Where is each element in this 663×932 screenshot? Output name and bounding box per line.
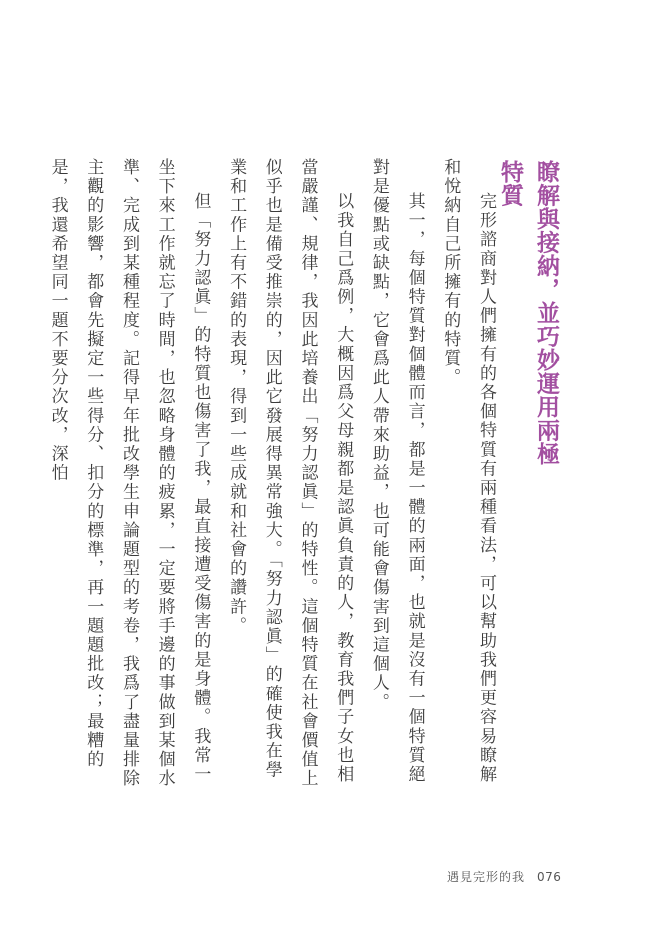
paragraph-1: 完形諮商對人們擁有的各個特質有兩種看法，可以幫助我們更容易瞭解和悅納自己所擁有的特質。	[440, 158, 496, 785]
page-number: 076	[537, 870, 562, 884]
section-heading: 瞭解與接納，並巧妙運用兩極特質	[497, 160, 559, 466]
paragraph-4: 但「努力認眞」的特質也傷害了我，最直接遭受傷害的是身體。我常一坐下來工作就忘了時間，也忽略身體的疲累，一定要將手邊的事做到某個水準、完成到某種程度。記得早年批改學生申論題型的考卷，我爲了盡量排除主觀的影響，都會先擬定一些得分、扣分的標準，再一題題批改；最糟的是，我還希望同一題不要分次改，深怕	[47, 158, 211, 789]
running-title: 遇見完形的我	[447, 870, 526, 884]
paragraph-2: 其一，每個特質對個體而言，都是一體的兩面，也就是沒有一個特質絕對是優點或缺點，它會爲此人帶來助益，也可能會傷害到這個人。	[368, 158, 425, 785]
body-text	[39, 158, 503, 798]
page-footer	[447, 868, 561, 885]
paragraph-3: 以我自己爲例，大概因爲父母親都是認眞負責的人，教育我們子女也相當嚴謹、規律，我因此培養出「努力認眞」的特性。這個特質在社會價值上似乎也是備受推崇的，因此它發展得異常強大。「努力認眞」的確使我在學業和工作上有不錯的表現，得到一些成就和社會的讚許。	[226, 158, 354, 789]
